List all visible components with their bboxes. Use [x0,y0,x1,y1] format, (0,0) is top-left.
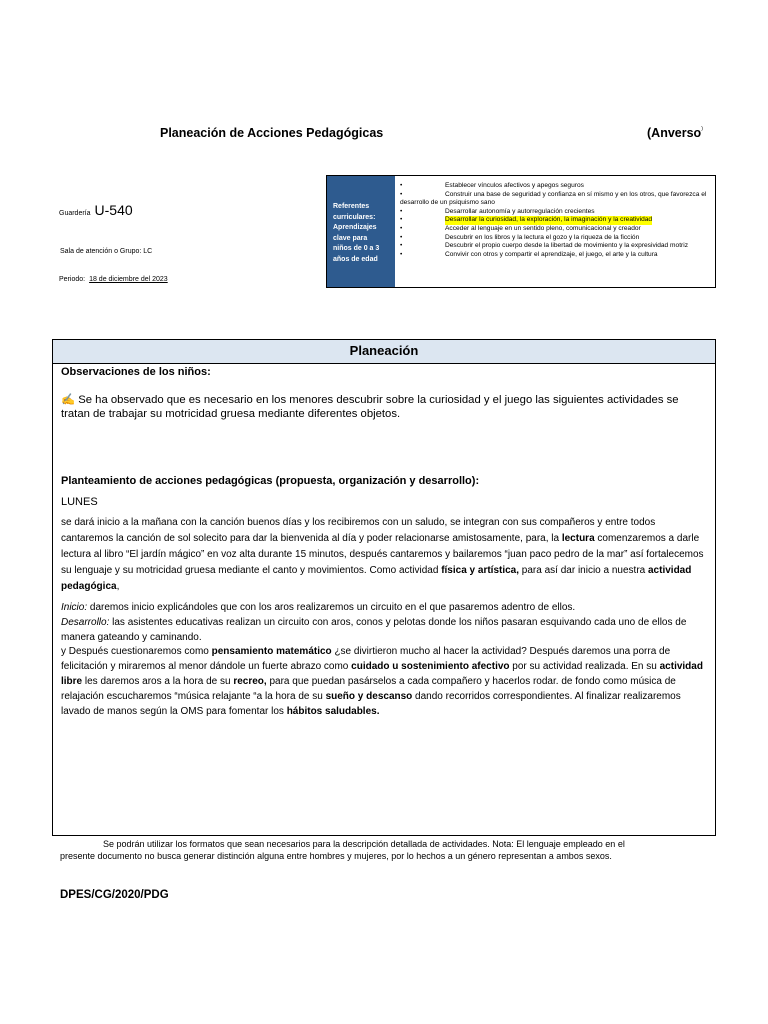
footnote-line: Se podrán utilizar los formatos que sean necesarios para la descripción detallada de actividades. Nota: El lenguaje empleado en el [103,839,625,849]
referente-text: Descubrir el propio cuerpo desde la libertad de movimiento y la expresividad motriz [445,242,688,250]
bold-text-run: cuidado u sostenimiento afectivo [351,661,510,673]
activity-paragraph [61,515,707,595]
bold-text-run: hábitos saludables. [286,705,380,717]
bullet: • [400,182,403,189]
bullet: • [400,242,403,250]
referentes-box [326,175,716,288]
referentes-heading-line: clave para [333,234,368,242]
guarderia-field [59,202,133,218]
referente-text: Descubrir en los libros y la lectura el gozo y la riqueza de la ficción [445,233,640,241]
referentes-list [395,176,715,287]
bullet: • [400,233,403,241]
text-run: para que puedan pasárselos a cada compañero y hacerlos rodar. de fondo como música de relajación escucharemos “música relajante “a la hora de su [61,675,676,702]
periodo-value: 18 de diciembre del 2023 [89,276,168,283]
observaciones-body: Se ha observado que es necesario en los menores descubrir sobre la curiosidad y el juego las siguientes actividades se tratan de trabajar su motricidad gruesa mediante diferentes objetos. [61,394,679,420]
text-run: ¿se divirtieron mucho al hacer la actividad? Después daremos una porra de felicitación y miraremos al menor dándole un fuerte abrazo como [61,646,671,673]
bold-text-run: recreo, [233,675,267,687]
writing-hand-icon: ✍ [61,394,76,406]
guarderia-label: Guardería [59,210,91,217]
side-label-text: (Anverso [647,126,702,140]
observaciones-text [61,393,707,421]
bullet: • [400,190,403,198]
referentes-heading-line: niños de 0 a 3 [333,245,380,252]
referentes-heading-line: Referentes [333,203,370,210]
planeacion-content [53,364,715,719]
italic-text-run: Desarrollo: [61,616,110,628]
day-label: LUNES [61,496,98,508]
text-run: por su actividad realizada. En su [509,661,660,673]
referentes-heading [327,176,395,287]
periodo-field [59,276,168,283]
bullet: • [400,216,403,224]
footnote-line: presente documento no busca generar distinción alguna entre hombres y mujeres, por lo hechos a un género representan a ambos sexos. [60,851,612,861]
periodo-label: Periodo: [59,276,86,283]
referente-item [400,191,709,208]
activity-detail-paragraph [61,601,707,719]
referentes-heading-line: Aprendizajes [333,224,377,231]
sala-grupo-field: Sala de atención o Grupo: LC [60,248,153,255]
text-run: y Después cuestionaremos como [61,646,212,658]
referente-item [400,208,709,217]
page-side-label [647,126,703,140]
referente-item [400,251,709,260]
bold-text-run: pensamiento matemático [211,646,332,658]
referentes-heading-line: años de edad [333,255,378,263]
bold-text-run: lectura [561,533,595,544]
bullet: • [400,207,403,215]
referentes-heading-line: curriculares: [333,213,376,221]
side-label-mark: ) [701,126,703,132]
page-title: Planeación de Acciones Pedagógicas [160,126,384,140]
referente-item [400,225,709,234]
guarderia-code: U-540 [94,202,133,218]
bold-text-run: física y artística, [441,565,520,576]
footnote [60,838,720,862]
planteamiento-heading: Planteamiento de acciones pedagógicas (propuesta, organización y desarrollo): [61,475,480,487]
bullet: • [400,224,403,232]
text-run: las asistentes educativas realizan un circuito con aros, conos y pelotas donde los niños pasaran esquivando cada uno de ellos de manera gateando y caminando. [61,616,687,643]
italic-text-run: Inicio: [61,602,88,613]
bold-text-run: actividad pedagógica [61,565,692,592]
text-run: comenzaremos a darle lectura al libro “El jardín mágico” en voz alta durante 15 minutos, después cantaremos y bailaremos “juan paco pedro de la mar” así fortalecemos su lenguaje y su motricidad gruesa mediante el canto y movimientos. Como actividad [61,533,704,576]
referente-text: Establecer vínculos afectivos y apegos seguros [445,182,584,189]
referente-item [400,234,709,243]
text-run: dando recorridos correspondientes. Al finalizar realizaremos lavado de manos según la OMS para fomentar los [61,690,681,717]
text-run: para así dar inicio a nuestra [519,565,648,576]
bold-text-run: sueño y descanso [325,690,413,702]
referente-item [400,242,709,251]
referente-text: Desarrollar autonomía y autorregulación crecientes [445,207,595,215]
text-run: , [116,581,120,592]
document-code: DPES/CG/2020/PDG [60,889,169,901]
referente-text: Convivir con otros y compartir el aprendizaje, el juego, el arte y la cultura [445,250,658,258]
observaciones-heading: Observaciones de los niños: [61,366,211,378]
planeacion-box [52,339,716,836]
referente-text: Acceder al lenguaje en un sentido pleno, comunicacional y creador [445,224,641,232]
text-run: se dará inicio a la mañana con la canción buenos días y los recibiremos con un saludo, se integran con sus compañeros y entre todos cantaremos la canción de sol solecito para dar la bienvenida al día y poder relacionarse amistosamente, para, la [61,517,656,544]
text-run: les daremos aros a la hora de su [82,675,234,687]
referente-text-highlighted: Desarrollar la curiosidad, la exploración, la imaginación y la creatividad [445,216,653,224]
planeacion-heading: Planeación [53,340,715,364]
bold-text-run: actividad libre [61,661,703,687]
bullet: • [400,250,403,258]
referente-item [400,216,709,225]
referente-item [400,182,709,191]
referente-text: Construir una base de seguridad y confianza en sí mismo y en los otros, que favorezca el desarrollo de un psiquismo sano [400,190,707,207]
text-run: daremos inicio explicándoles que con los aros realizaremos un circuito en el que pasaremos adentro de ellos. [87,602,576,613]
